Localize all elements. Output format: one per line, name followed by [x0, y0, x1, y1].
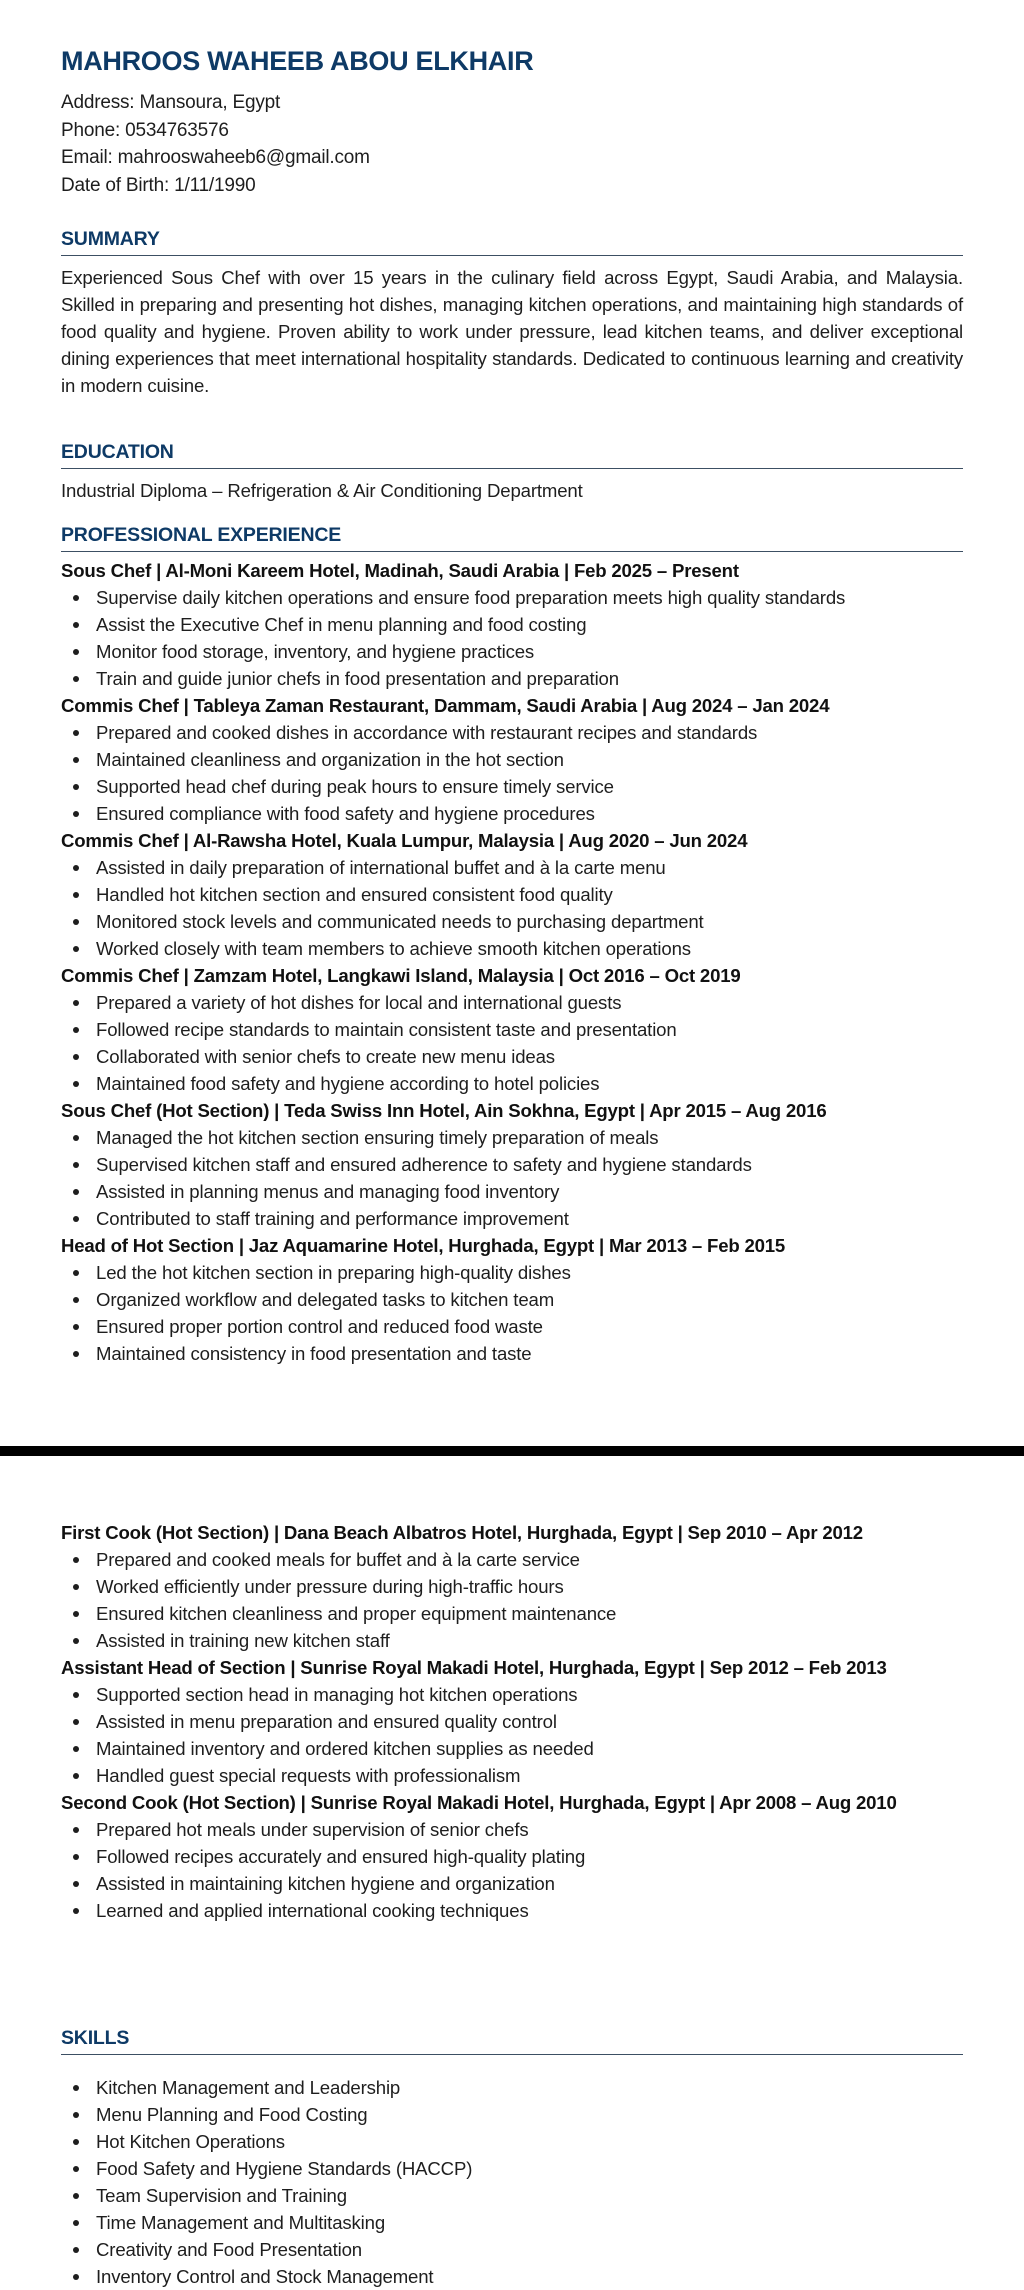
- list-item: [61, 1178, 963, 1205]
- list-item: [61, 989, 963, 1016]
- bullet-text: Handled hot kitchen section and ensured consistent food quality: [96, 884, 613, 905]
- bullet-text: Prepared a variety of hot dishes for local and international guests: [96, 992, 622, 1013]
- bullet-icon: [73, 1027, 79, 1033]
- bullet-text: Maintained cleanliness and organization in the hot section: [96, 749, 564, 770]
- list-item: [61, 584, 963, 611]
- section-title-education: EDUCATION: [61, 441, 174, 463]
- bullet-text: Supervise daily kitchen operations and ensure food preparation meets high quality standards: [96, 587, 846, 608]
- bullet-icon: [73, 1746, 79, 1752]
- list-item: [61, 908, 963, 935]
- bullet-icon: [73, 1297, 79, 1303]
- skill-text: Menu Planning and Food Costing: [96, 2104, 368, 2125]
- list-item: [61, 1016, 963, 1043]
- bullet-icon: [73, 2166, 79, 2172]
- job-bullets: [61, 1259, 963, 1367]
- bullet-text: Supported head chef during peak hours to ensure timely service: [96, 776, 614, 797]
- bullet-text: Ensured compliance with food safety and hygiene procedures: [96, 803, 595, 824]
- list-item: [61, 854, 963, 881]
- bullet-icon: [73, 946, 79, 952]
- list-item: [61, 1627, 963, 1654]
- skills-section: [61, 2025, 963, 2290]
- bullet-text: Maintained inventory and ordered kitchen supplies as needed: [96, 1738, 594, 1759]
- bullet-text: Prepared and cooked meals for buffet and à la carte service: [96, 1549, 580, 1570]
- job-bullets: [61, 584, 963, 692]
- bullet-icon: [73, 1638, 79, 1644]
- resume-header: [61, 44, 963, 199]
- bullet-text: Contributed to staff training and performance improvement: [96, 1208, 569, 1229]
- list-item: [61, 1600, 963, 1627]
- list-item: [61, 1735, 963, 1762]
- bullet-icon: [73, 2220, 79, 2226]
- list-item: [61, 638, 963, 665]
- list-item: [61, 1708, 963, 1735]
- bullet-icon: [73, 1216, 79, 1222]
- list-item: [61, 1259, 963, 1286]
- list-item: [61, 1340, 963, 1367]
- bullet-text: Assisted in planning menus and managing food inventory: [96, 1181, 560, 1202]
- bullet-icon: [73, 1189, 79, 1195]
- summary-section: [61, 226, 963, 399]
- bullet-text: Handled guest special requests with professionalism: [96, 1765, 521, 1786]
- bullet-text: Ensured kitchen cleanliness and proper equipment maintenance: [96, 1603, 617, 1624]
- list-item: [61, 773, 963, 800]
- bullet-text: Supported section head in managing hot kitchen operations: [96, 1684, 578, 1705]
- bullet-text: Maintained food safety and hygiene according to hotel policies: [96, 1073, 600, 1094]
- bullet-icon: [73, 892, 79, 898]
- bullet-icon: [73, 1773, 79, 1779]
- job-heading: First Cook (Hot Section) | Dana Beach Albatros Hotel, Hurghada, Egypt | Sep 2010 – Apr 2012: [61, 1522, 863, 1543]
- job-heading: Sous Chef (Hot Section) | Teda Swiss Inn Hotel, Ain Sokhna, Egypt | Apr 2015 – Aug 2016: [61, 1100, 827, 1121]
- job-heading: Assistant Head of Section | Sunrise Royal Makadi Hotel, Hurghada, Egypt | Sep 2012 – Feb 2013: [61, 1657, 887, 1678]
- bullet-icon: [73, 1557, 79, 1563]
- skill-text: Food Safety and Hygiene Standards (HACCP): [96, 2158, 473, 2179]
- job-entry: [61, 827, 963, 962]
- bullet-icon: [73, 1908, 79, 1914]
- resume-page-2: [0, 1456, 1024, 2286]
- job-heading: Head of Hot Section | Jaz Aquamarine Hotel, Hurghada, Egypt | Mar 2013 – Feb 2015: [61, 1235, 786, 1256]
- bullet-icon: [73, 1054, 79, 1060]
- list-item: [61, 719, 963, 746]
- list-item: [61, 2182, 963, 2209]
- list-item: [61, 1870, 963, 1897]
- job-entry: [61, 692, 963, 827]
- skill-text: Inventory Control and Stock Management: [96, 2266, 434, 2287]
- bullet-text: Worked efficiently under pressure during high-traffic hours: [96, 1576, 564, 1597]
- bullet-text: Assisted in menu preparation and ensured quality control: [96, 1711, 557, 1732]
- list-item: [61, 2101, 963, 2128]
- bullet-icon: [73, 676, 79, 682]
- bullet-icon: [73, 1611, 79, 1617]
- job-bullets: [61, 719, 963, 827]
- bullet-text: Assist the Executive Chef in menu planning and food costing: [96, 614, 587, 635]
- bullet-text: Prepared hot meals under supervision of senior chefs: [96, 1819, 529, 1840]
- bullet-icon: [73, 2139, 79, 2145]
- bullet-icon: [73, 1584, 79, 1590]
- bullet-text: Assisted in daily preparation of international buffet and à la carte menu: [96, 857, 666, 878]
- bullet-text: Followed recipes accurately and ensured high-quality plating: [96, 1846, 586, 1867]
- bullet-text: Worked closely with team members to achieve smooth kitchen operations: [96, 938, 691, 959]
- contact-phone: Phone: 0534763576: [61, 119, 229, 141]
- bullet-text: Followed recipe standards to maintain consistent taste and presentation: [96, 1019, 677, 1040]
- list-item: [61, 1286, 963, 1313]
- bullet-icon: [73, 2085, 79, 2091]
- job-heading: Commis Chef | Zamzam Hotel, Langkawi Island, Malaysia | Oct 2016 – Oct 2019: [61, 965, 741, 986]
- job-heading: Commis Chef | Tableya Zaman Restaurant, Dammam, Saudi Arabia | Aug 2024 – Jan 2024: [61, 695, 830, 716]
- bullet-text: Maintained consistency in food presentation and taste: [96, 1343, 532, 1364]
- list-item: [61, 2155, 963, 2182]
- job-bullets: [61, 1124, 963, 1232]
- job-bullets: [61, 1546, 963, 1654]
- list-item: [61, 1843, 963, 1870]
- bullet-text: Monitor food storage, inventory, and hygiene practices: [96, 641, 535, 662]
- job-entry: [61, 1789, 963, 1924]
- list-item: [61, 2074, 963, 2101]
- bullet-icon: [73, 2247, 79, 2253]
- job-heading: Sous Chef | Al-Moni Kareem Hotel, Madinah, Saudi Arabia | Feb 2025 – Present: [61, 560, 739, 581]
- list-item: [61, 1762, 963, 1789]
- bullet-icon: [73, 1719, 79, 1725]
- bullet-text: Prepared and cooked dishes in accordance with restaurant recipes and standards: [96, 722, 758, 743]
- bullet-icon: [73, 1135, 79, 1141]
- bullet-text: Supervised kitchen staff and ensured adherence to safety and hygiene standards: [96, 1154, 752, 1175]
- job-entry: [61, 557, 963, 692]
- job-entry: [61, 1232, 963, 1367]
- skills-list: [61, 2074, 963, 2290]
- bullet-text: Managed the hot kitchen section ensuring timely preparation of meals: [96, 1127, 659, 1148]
- bullet-icon: [73, 1692, 79, 1698]
- list-item: [61, 1313, 963, 1340]
- bullet-text: Train and guide junior chefs in food presentation and preparation: [96, 668, 619, 689]
- section-title-experience: PROFESSIONAL EXPERIENCE: [61, 524, 342, 546]
- list-item: [61, 1546, 963, 1573]
- bullet-icon: [73, 784, 79, 790]
- job-bullets: [61, 1681, 963, 1789]
- candidate-name: MAHROOS WAHEEB ABOU ELKHAIR: [61, 46, 534, 76]
- job-entry: [61, 1097, 963, 1232]
- bullet-icon: [73, 1827, 79, 1833]
- bullet-icon: [73, 649, 79, 655]
- list-item: [61, 2236, 963, 2263]
- bullet-text: Ensured proper portion control and reduced food waste: [96, 1316, 543, 1337]
- bullet-icon: [73, 1270, 79, 1276]
- list-item: [61, 1124, 963, 1151]
- bullet-text: Learned and applied international cooking techniques: [96, 1900, 529, 1921]
- section-title-skills: SKILLS: [61, 2027, 130, 2049]
- list-item: [61, 1573, 963, 1600]
- bullet-text: Assisted in maintaining kitchen hygiene and organization: [96, 1873, 555, 1894]
- skill-text: Team Supervision and Training: [96, 2185, 347, 2206]
- bullet-icon: [73, 595, 79, 601]
- bullet-icon: [73, 2112, 79, 2118]
- bullet-icon: [73, 811, 79, 817]
- list-item: [61, 1897, 963, 1924]
- list-item: [61, 2209, 963, 2236]
- bullet-text: Monitored stock levels and communicated needs to purchasing department: [96, 911, 704, 932]
- skill-text: Time Management and Multitasking: [96, 2212, 386, 2233]
- contact-address: Address: Mansoura, Egypt: [61, 92, 281, 113]
- experience-section: [61, 522, 963, 1367]
- page-break-divider: [0, 1446, 1024, 1456]
- summary-text: Experienced Sous Chef with over 15 years in the culinary field across Egypt, Saudi Arabia, and Malaysia. Skilled in preparing and presenting hot dishes, managing kitchen operations, and maintaining high standards of food quality and hygiene. Proven ability to work under pressure, lead kitchen teams, and deliver exceptional dining experiences that meet international hospitality standards. Dedicated to continuous learning and creativity in modern cuisine.: [61, 267, 963, 396]
- list-item: [61, 1816, 963, 1843]
- job-heading: Commis Chef | Al-Rawsha Hotel, Kuala Lumpur, Malaysia | Aug 2020 – Jun 2024: [61, 830, 748, 851]
- bullet-icon: [73, 919, 79, 925]
- job-bullets: [61, 1816, 963, 1924]
- bullet-icon: [73, 1324, 79, 1330]
- list-item: [61, 611, 963, 638]
- bullet-icon: [73, 2193, 79, 2199]
- bullet-icon: [73, 1081, 79, 1087]
- bullet-icon: [73, 1881, 79, 1887]
- list-item: [61, 1681, 963, 1708]
- list-item: [61, 1151, 963, 1178]
- job-entry: [61, 962, 963, 1097]
- skill-text: Creativity and Food Presentation: [96, 2239, 362, 2260]
- bullet-text: Organized workflow and delegated tasks to kitchen team: [96, 1289, 555, 1310]
- bullet-text: Led the hot kitchen section in preparing high-quality dishes: [96, 1262, 571, 1283]
- contact-dob: Date of Birth: 1/11/1990: [61, 174, 256, 196]
- job-heading: Second Cook (Hot Section) | Sunrise Royal Makadi Hotel, Hurghada, Egypt | Apr 2008 – Aug 2010: [61, 1792, 897, 1813]
- list-item: [61, 2128, 963, 2155]
- job-bullets: [61, 854, 963, 962]
- section-title-summary: SUMMARY: [61, 228, 160, 250]
- bullet-icon: [73, 1162, 79, 1168]
- bullet-icon: [73, 1351, 79, 1357]
- bullet-icon: [73, 865, 79, 871]
- bullet-icon: [73, 730, 79, 736]
- job-entry: [61, 1519, 963, 1654]
- list-item: [61, 1205, 963, 1232]
- skill-text: Hot Kitchen Operations: [96, 2131, 285, 2152]
- list-item: [61, 1043, 963, 1070]
- bullet-icon: [73, 2274, 79, 2280]
- bullet-icon: [73, 622, 79, 628]
- education-section: [61, 439, 963, 504]
- bullet-icon: [73, 1000, 79, 1006]
- bullet-icon: [73, 757, 79, 763]
- job-entry: [61, 1654, 963, 1789]
- list-item: [61, 935, 963, 962]
- list-item: [61, 1070, 963, 1097]
- bullet-text: Collaborated with senior chefs to create new menu ideas: [96, 1046, 555, 1067]
- job-bullets: [61, 989, 963, 1097]
- contact-email: Email: mahrooswaheeb6@gmail.com: [61, 147, 370, 169]
- list-item: [61, 881, 963, 908]
- bullet-text: Assisted in training new kitchen staff: [96, 1630, 390, 1651]
- skill-text: Kitchen Management and Leadership: [96, 2077, 401, 2098]
- list-item: [61, 800, 963, 827]
- education-text: Industrial Diploma – Refrigeration & Air Conditioning Department: [61, 480, 583, 501]
- experience-section-continued: [61, 1519, 963, 1924]
- list-item: [61, 665, 963, 692]
- list-item: [61, 746, 963, 773]
- bullet-icon: [73, 1854, 79, 1860]
